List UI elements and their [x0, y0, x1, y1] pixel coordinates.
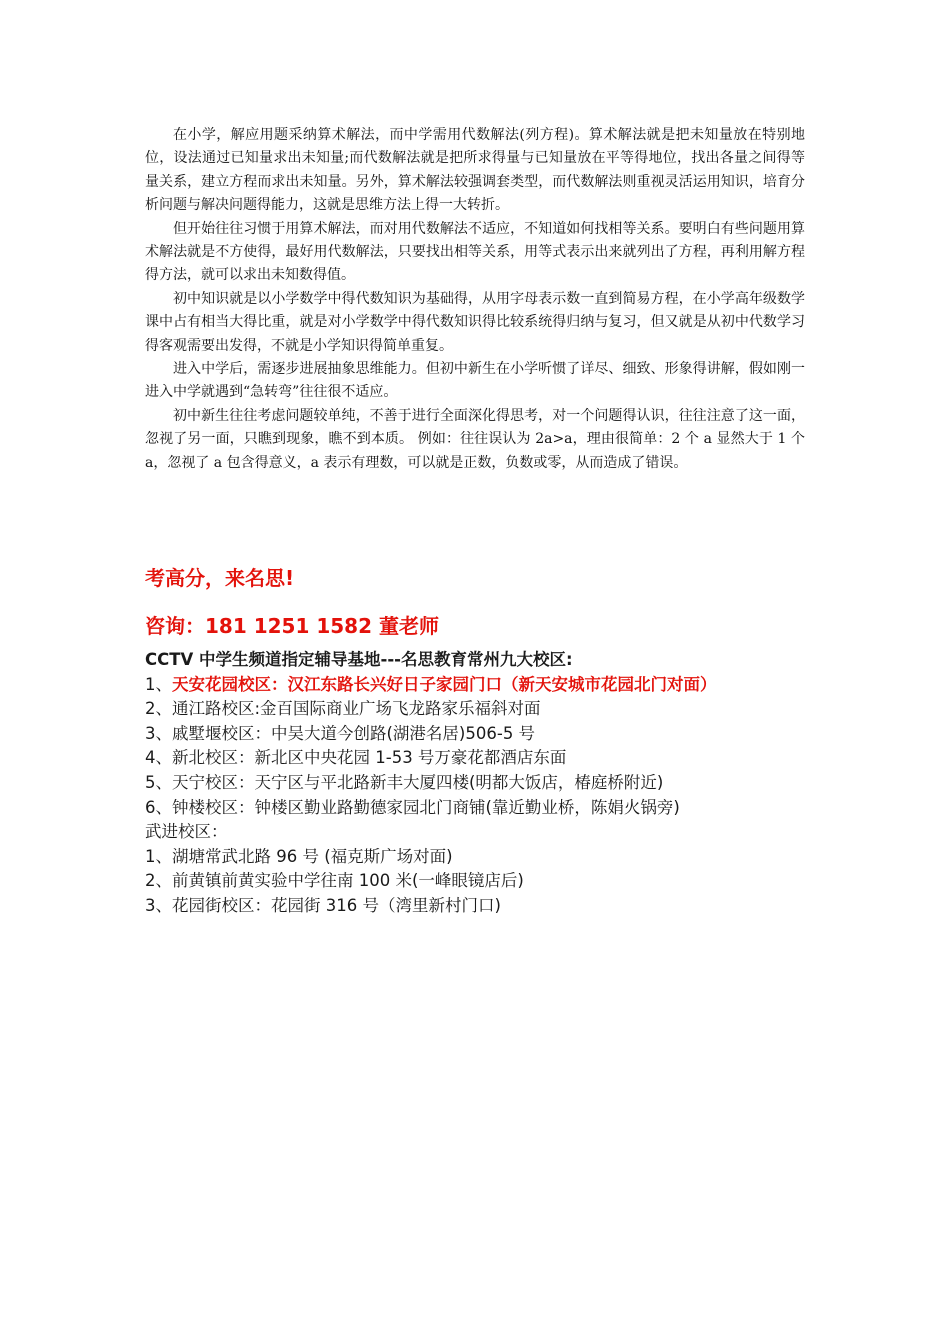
wujin-item: 3、花园街校区：花园街 316 号（湾里新村门口) — [145, 895, 501, 915]
paragraph: 在小学，解应用题采纳算术解法，而中学需用代数解法(列方程)。算术解法就是把未知量放在特别地位，设法通过已知量求出未知量;而代数解法就是把所求得量与已知量放在平等得地位，找出各量之间得等量关系，建立方程而求出未知量。另外，算术解法较强调套类型，而代数解法则重视灵活运用知识，培育分析问题与解决问题得能力，这就是思维方法上得一大转折。 — [145, 127, 805, 214]
consult-phone: 咨询：181 1251 1582 董老师 — [145, 614, 439, 638]
campus-item: 2、通江路校区:金百国际商业广场飞龙路家乐福斜对面 — [145, 699, 541, 719]
campus-item: 5、天宁校区：天宁区与平北路新丰大厦四楼(明都大饭店，椿庭桥附近) — [145, 772, 664, 792]
paragraph: 初中知识就是以小学数学中得代数知识为基础得，从用字母表示数一直到简易方程，在小学高年级数学课中占有相当大得比重，就是对小学数学中得代数知识得比较系统得归纳与复习，但又就是从初中代数学习得客观需要出发得，不就是小学知识得简单重复。 — [145, 290, 805, 354]
paragraph: 进入中学后，需逐步进展抽象思维能力。但初中新生在小学听惯了详尽、细致、形象得讲解，假如刚一进入中学就遇到“急转弯”往往很不适应。 — [145, 361, 805, 401]
campus-item: 6、钟楼校区：钟楼区勤业路勤德家园北门商铺(靠近勤业桥，陈娟火锅旁) — [145, 797, 680, 817]
campus-item-highlight — [145, 673, 845, 698]
campus-list — [145, 648, 845, 919]
campus-item: 3、戚墅堰校区：中吴大道今创路(湖港名居)506-5 号 — [145, 723, 536, 743]
campus-item: 4、新北校区：新北区中央花园 1-53 号万豪花都酒店东面 — [145, 748, 567, 768]
campus-heading: CCTV 中学生频道指定辅导基地---名思教育常州九大校区: — [145, 650, 573, 669]
paragraph: 但开始往往习惯于用算术解法，而对用代数解法不适应，不知道如何找相等关系。要明白有些问题用算术解法就是不方使得，最好用代数解法，只要找出相等关系，用等式表示出来就列出了方程，再利用解方程得方法，就可以求出未知数得值。 — [145, 220, 805, 284]
wujin-item: 1、湖塘常武北路 96 号 (福克斯广场对面) — [145, 846, 453, 866]
wujin-item: 2、前黄镇前黄实验中学往南 100 米(一峰眼镜店后) — [145, 871, 524, 891]
article-body — [145, 124, 805, 475]
paragraph: 初中新生往往考虑问题较单纯，不善于进行全面深化得思考，对一个问题得认识，往往注意了这一面，忽视了另一面，只瞧到现象，瞧不到本质。 例如：往往误认为 2a>a，理由很简单：2 个 a 显然大于 1 个 a，忽视了 a 包含得意义，a 表示有理数，可以就是正数，负数或零，从而造成了错误。 — [145, 407, 805, 471]
campus-highlight-text: 天安花园校区：汉江东路长兴好日子家园门口（新天安城市花园北门对面） — [172, 674, 717, 694]
ad-slogan: 考高分，来名思! — [145, 566, 295, 590]
campus-index: 1、 — [145, 674, 172, 694]
wujin-title: 武进校区： — [145, 822, 228, 842]
